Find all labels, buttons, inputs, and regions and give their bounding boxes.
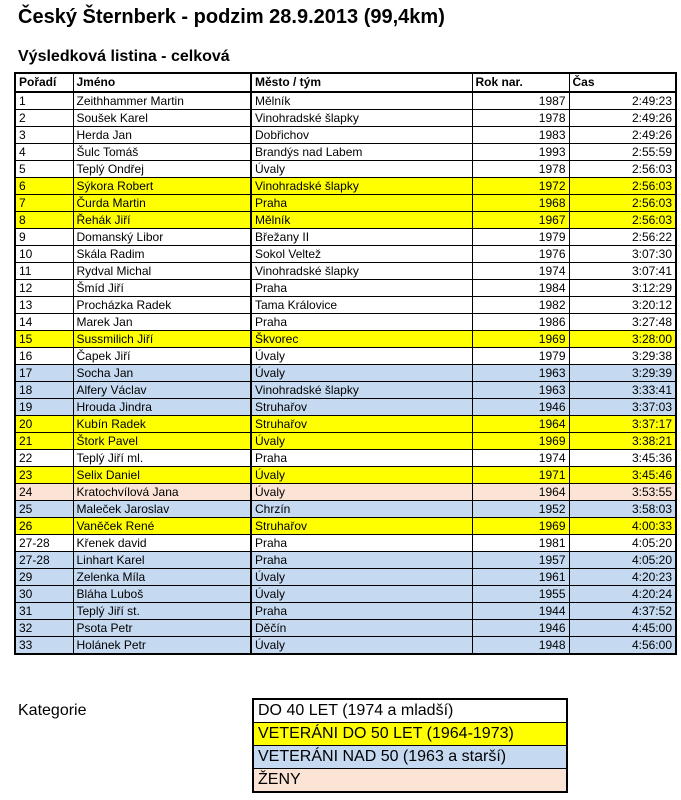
cell-poradi: 32 (15, 620, 73, 637)
cell-jmeno: Selix Daniel (73, 467, 251, 484)
table-row (15, 195, 676, 212)
cell-poradi: 3 (15, 127, 73, 144)
cell-mesto: Úvaly (251, 637, 472, 655)
cell-rok: 1969 (472, 433, 569, 450)
cell-jmeno: Zelenka Míla (73, 569, 251, 586)
header-mesto: Město / tým (251, 73, 472, 92)
cell-jmeno: Soušek Karel (73, 110, 251, 127)
cell-jmeno: Bláha Luboš (73, 586, 251, 603)
cell-cas: 3:28:00 (569, 331, 676, 348)
cell-cas: 3:07:30 (569, 246, 676, 263)
cell-mesto: Praha (251, 314, 472, 331)
cell-cas: 4:00:33 (569, 518, 676, 535)
cell-mesto: Mělník (251, 92, 472, 110)
cell-jmeno: Šulc Tomáš (73, 144, 251, 161)
cell-jmeno: Procházka Radek (73, 297, 251, 314)
cell-poradi: 14 (15, 314, 73, 331)
cell-mesto: Struhařov (251, 518, 472, 535)
cell-cas: 4:56:00 (569, 637, 676, 655)
table-row (15, 127, 676, 144)
cell-rok: 1967 (472, 212, 569, 229)
cell-poradi: 26 (15, 518, 73, 535)
legend-row (253, 746, 567, 769)
cell-mesto: Děčín (251, 620, 472, 637)
table-row (15, 229, 676, 246)
cell-rok: 1978 (472, 110, 569, 127)
cell-rok: 1961 (472, 569, 569, 586)
cell-cas: 3:12:29 (569, 280, 676, 297)
cell-rok: 1974 (472, 450, 569, 467)
cell-cas: 2:49:23 (569, 92, 676, 110)
cell-mesto: Úvaly (251, 348, 472, 365)
cell-poradi: 8 (15, 212, 73, 229)
table-row (15, 552, 676, 569)
header-poradi: Pořadí (15, 73, 73, 92)
cell-poradi: 27-28 (15, 552, 73, 569)
cell-mesto: Praha (251, 280, 472, 297)
cell-mesto: Úvaly (251, 433, 472, 450)
cell-rok: 1955 (472, 586, 569, 603)
cell-mesto: Úvaly (251, 467, 472, 484)
cell-cas: 3:07:41 (569, 263, 676, 280)
cell-mesto: Vinohradské šlapky (251, 382, 472, 399)
cell-cas: 2:49:26 (569, 110, 676, 127)
cell-cas: 3:45:46 (569, 467, 676, 484)
table-row (15, 620, 676, 637)
category-legend (252, 698, 568, 793)
table-row (15, 365, 676, 382)
results-table (14, 72, 677, 655)
cell-cas: 4:20:23 (569, 569, 676, 586)
cell-jmeno: Teplý Jiří ml. (73, 450, 251, 467)
cell-poradi: 24 (15, 484, 73, 501)
table-row (15, 331, 676, 348)
cell-poradi: 7 (15, 195, 73, 212)
cell-mesto: Mělník (251, 212, 472, 229)
cell-rok: 1946 (472, 399, 569, 416)
cell-jmeno: Kratochvílová Jana (73, 484, 251, 501)
cell-poradi: 33 (15, 637, 73, 655)
table-row (15, 382, 676, 399)
cell-rok: 1979 (472, 348, 569, 365)
table-row (15, 280, 676, 297)
table-row (15, 314, 676, 331)
table-row (15, 518, 676, 535)
cell-poradi: 6 (15, 178, 73, 195)
cell-mesto: Úvaly (251, 569, 472, 586)
cell-jmeno: Sýkora Robert (73, 178, 251, 195)
page-title: Český Šternberk - podzim 28.9.2013 (99,4km) (18, 6, 445, 28)
cell-poradi: 9 (15, 229, 73, 246)
cell-cas: 2:55:59 (569, 144, 676, 161)
cell-cas: 4:20:24 (569, 586, 676, 603)
header-rok: Rok nar. (472, 73, 569, 92)
cell-poradi: 5 (15, 161, 73, 178)
cell-jmeno: Sussmilich Jiří (73, 331, 251, 348)
cell-poradi: 30 (15, 586, 73, 603)
cell-cas: 4:45:00 (569, 620, 676, 637)
cell-rok: 1971 (472, 467, 569, 484)
results-body (15, 92, 676, 654)
legend-item-do40: DO 40 LET (1974 a mladší) (253, 699, 567, 723)
cell-jmeno: Zeithhammer Martin (73, 92, 251, 110)
cell-jmeno: Alfery Václav (73, 382, 251, 399)
cell-poradi: 1 (15, 92, 73, 110)
cell-rok: 1972 (472, 178, 569, 195)
cell-rok: 1976 (472, 246, 569, 263)
cell-mesto: Praha (251, 603, 472, 620)
cell-jmeno: Skála Radim (73, 246, 251, 263)
cell-poradi: 18 (15, 382, 73, 399)
cell-mesto: Dobřichov (251, 127, 472, 144)
cell-rok: 1963 (472, 382, 569, 399)
header-cas: Čas (569, 73, 676, 92)
table-row (15, 569, 676, 586)
cell-mesto: Praha (251, 552, 472, 569)
table-row (15, 603, 676, 620)
cell-jmeno: Šmíd Jiří (73, 280, 251, 297)
cell-mesto: Praha (251, 535, 472, 552)
page-subtitle: Výsledková listina - celková (18, 48, 230, 65)
results-header-row (15, 73, 676, 92)
cell-jmeno: Marek Jan (73, 314, 251, 331)
table-row (15, 535, 676, 552)
legend-item-vet40: VETERÁNI DO 50 LET (1964-1973) (253, 723, 567, 746)
cell-rok: 1979 (472, 229, 569, 246)
cell-jmeno: Hrouda Jindra (73, 399, 251, 416)
cell-poradi: 20 (15, 416, 73, 433)
table-row (15, 92, 676, 110)
cell-rok: 1978 (472, 161, 569, 178)
cell-rok: 1952 (472, 501, 569, 518)
cell-poradi: 2 (15, 110, 73, 127)
cell-mesto: Sokol Veltež (251, 246, 472, 263)
cell-mesto: Chrzín (251, 501, 472, 518)
cell-rok: 1957 (472, 552, 569, 569)
cell-poradi: 12 (15, 280, 73, 297)
cell-poradi: 4 (15, 144, 73, 161)
cell-rok: 1964 (472, 416, 569, 433)
cell-mesto: Břežany II (251, 229, 472, 246)
legend-item-zeny: ŽENY (253, 769, 567, 793)
cell-rok: 1969 (472, 518, 569, 535)
cell-mesto: Vinohradské šlapky (251, 263, 472, 280)
cell-cas: 3:58:03 (569, 501, 676, 518)
cell-mesto: Struhařov (251, 399, 472, 416)
cell-cas: 3:33:41 (569, 382, 676, 399)
cell-jmeno: Linhart Karel (73, 552, 251, 569)
cell-poradi: 23 (15, 467, 73, 484)
cell-cas: 3:53:55 (569, 484, 676, 501)
table-row (15, 246, 676, 263)
cell-rok: 1987 (472, 92, 569, 110)
cell-cas: 3:45:36 (569, 450, 676, 467)
cell-cas: 2:49:26 (569, 127, 676, 144)
cell-jmeno: Holánek Petr (73, 637, 251, 655)
cell-poradi: 25 (15, 501, 73, 518)
cell-poradi: 15 (15, 331, 73, 348)
cell-poradi: 19 (15, 399, 73, 416)
cell-jmeno: Maleček Jaroslav (73, 501, 251, 518)
table-row (15, 110, 676, 127)
table-row (15, 467, 676, 484)
legend-item-vet50: VETERÁNI NAD 50 (1963 a starší) (253, 746, 567, 769)
cell-poradi: 11 (15, 263, 73, 280)
table-row (15, 501, 676, 518)
cell-poradi: 16 (15, 348, 73, 365)
cell-poradi: 21 (15, 433, 73, 450)
table-row (15, 433, 676, 450)
cell-rok: 1964 (472, 484, 569, 501)
table-row (15, 484, 676, 501)
cell-mesto: Úvaly (251, 161, 472, 178)
cell-poradi: 31 (15, 603, 73, 620)
header-jmeno: Jméno (73, 73, 251, 92)
legend-row (253, 723, 567, 746)
cell-mesto: Praha (251, 195, 472, 212)
table-row (15, 297, 676, 314)
cell-jmeno: Kubín Radek (73, 416, 251, 433)
cell-jmeno: Rydval Michal (73, 263, 251, 280)
cell-rok: 1946 (472, 620, 569, 637)
table-row (15, 637, 676, 655)
cell-rok: 1983 (472, 127, 569, 144)
cell-poradi: 29 (15, 569, 73, 586)
cell-rok: 1993 (472, 144, 569, 161)
cell-cas: 3:37:17 (569, 416, 676, 433)
cell-mesto: Vinohradské šlapky (251, 178, 472, 195)
cell-cas: 2:56:03 (569, 178, 676, 195)
cell-rok: 1969 (472, 331, 569, 348)
table-row (15, 450, 676, 467)
table-row (15, 348, 676, 365)
table-row (15, 399, 676, 416)
cell-jmeno: Křenek david (73, 535, 251, 552)
cell-cas: 4:37:52 (569, 603, 676, 620)
cell-mesto: Struhařov (251, 416, 472, 433)
cell-poradi: 22 (15, 450, 73, 467)
table-row (15, 144, 676, 161)
cell-jmeno: Teplý Ondřej (73, 161, 251, 178)
cell-poradi: 27-28 (15, 535, 73, 552)
cell-mesto: Úvaly (251, 586, 472, 603)
cell-rok: 1944 (472, 603, 569, 620)
table-row (15, 212, 676, 229)
cell-rok: 1963 (472, 365, 569, 382)
cell-rok: 1981 (472, 535, 569, 552)
cell-mesto: Brandýs nad Labem (251, 144, 472, 161)
legend-row (253, 769, 567, 793)
cell-rok: 1984 (472, 280, 569, 297)
cell-cas: 4:05:20 (569, 552, 676, 569)
cell-cas: 3:37:03 (569, 399, 676, 416)
table-row (15, 416, 676, 433)
legend-label: Kategorie (18, 702, 87, 719)
table-row (15, 161, 676, 178)
cell-mesto: Vinohradské šlapky (251, 110, 472, 127)
cell-poradi: 17 (15, 365, 73, 382)
cell-mesto: Úvaly (251, 365, 472, 382)
cell-jmeno: Vaněček René (73, 518, 251, 535)
cell-jmeno: Řehák Jiří (73, 212, 251, 229)
cell-cas: 3:29:38 (569, 348, 676, 365)
cell-jmeno: Teplý Jiří st. (73, 603, 251, 620)
cell-rok: 1968 (472, 195, 569, 212)
cell-jmeno: Socha Jan (73, 365, 251, 382)
cell-rok: 1982 (472, 297, 569, 314)
cell-rok: 1948 (472, 637, 569, 655)
cell-mesto: Škvorec (251, 331, 472, 348)
cell-mesto: Tama Královice (251, 297, 472, 314)
table-row (15, 178, 676, 195)
cell-cas: 2:56:22 (569, 229, 676, 246)
cell-cas: 3:38:21 (569, 433, 676, 450)
cell-jmeno: Čurda Martin (73, 195, 251, 212)
table-row (15, 586, 676, 603)
cell-jmeno: Psota Petr (73, 620, 251, 637)
cell-rok: 1974 (472, 263, 569, 280)
cell-cas: 2:56:03 (569, 212, 676, 229)
cell-cas: 3:29:39 (569, 365, 676, 382)
cell-cas: 4:05:20 (569, 535, 676, 552)
cell-rok: 1986 (472, 314, 569, 331)
cell-cas: 2:56:03 (569, 161, 676, 178)
cell-jmeno: Domanský Libor (73, 229, 251, 246)
cell-jmeno: Štork Pavel (73, 433, 251, 450)
cell-cas: 2:56:03 (569, 195, 676, 212)
legend-row (253, 699, 567, 723)
cell-poradi: 13 (15, 297, 73, 314)
cell-mesto: Úvaly (251, 484, 472, 501)
table-row (15, 263, 676, 280)
cell-cas: 3:27:48 (569, 314, 676, 331)
cell-mesto: Praha (251, 450, 472, 467)
cell-jmeno: Herda Jan (73, 127, 251, 144)
cell-jmeno: Čapek Jiří (73, 348, 251, 365)
cell-cas: 3:20:12 (569, 297, 676, 314)
cell-poradi: 10 (15, 246, 73, 263)
